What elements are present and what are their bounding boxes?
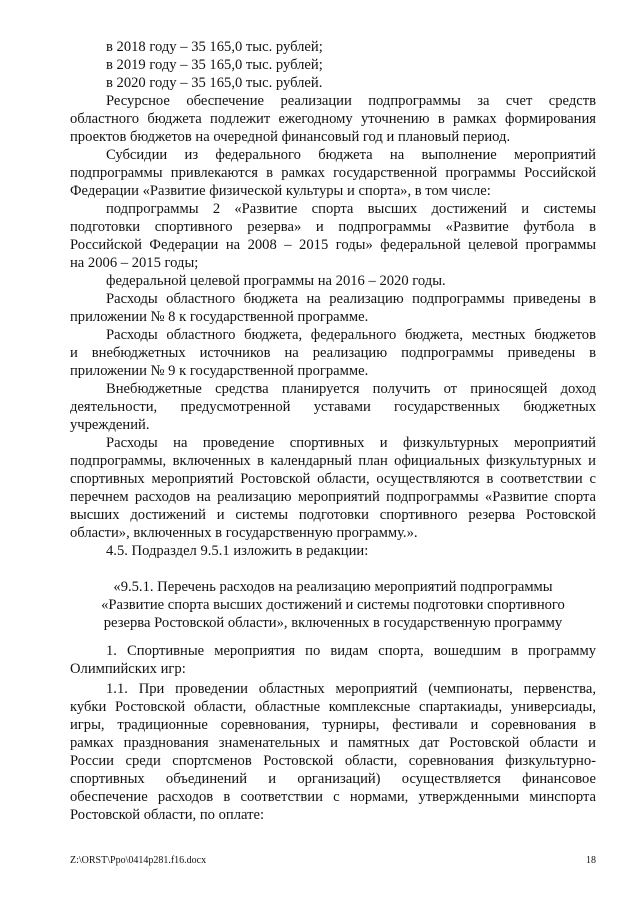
text-line: рамках празднования знаменательных и памятных дат Ростовской области и <box>70 735 596 751</box>
text-line: приложении № 8 к государственной программе. <box>70 309 369 325</box>
text-line: высших достижений и системы подготовки спортивного резерва Ростовской <box>70 507 596 523</box>
text-line: подготовки спортивного резерва» и подпрограммы «Развитие футбола в <box>70 219 596 235</box>
text-line: перечнем расходов на реализацию мероприятий подпрограммы «Развитие спорта <box>70 489 596 505</box>
text-line: Российской Федерации на 2008 – 2015 годы» федеральной целевой программы <box>70 237 596 253</box>
section-heading-line: «9.5.1. Перечень расходов на реализацию мероприятий подпрограммы <box>113 579 553 595</box>
text-line: подпрограммы привлекаются в рамках государственной программы Российской <box>70 165 596 181</box>
text-line: учреждений. <box>70 417 150 433</box>
text-line: Расходы областного бюджета на реализацию подпрограммы приведены в <box>106 291 596 307</box>
text-line: проектов бюджетов на очередной финансовый год и плановый период. <box>70 129 511 145</box>
text-line: Расходы областного бюджета, федерального бюджета, местных бюджетов <box>106 327 596 343</box>
text-line: подпрограммы, включенных в календарный план официальных физкультурных и <box>70 453 596 469</box>
text-line: России среди спортсменов Ростовской области, соревнования физкультурно- <box>70 753 596 769</box>
footer-file-path: Z:\ORST\Ppo\0414p281.f16.docx <box>70 855 207 866</box>
text-line: области», включенных в государственную программу.». <box>70 525 418 541</box>
text-line: и внебюджетных источников на реализацию подпрограммы приведены в <box>70 345 596 361</box>
text-line: Расходы на проведение спортивных и физкультурных мероприятий <box>106 435 596 451</box>
text-line: спортивных объединений и организаций) осуществляется финансовое <box>70 771 596 787</box>
text-line: 1. Спортивные мероприятия по видам спорта, вошедшим в программу <box>106 643 596 659</box>
text-line: областного бюджета подлежит ежегодному уточнению в рамках формирования <box>70 111 596 127</box>
section-heading-line: резерва Ростовской области», включенных в государственную программу <box>103 615 563 631</box>
text-line: Ростовской области, по оплате: <box>70 807 264 823</box>
text-line: 1.1. При проведении областных мероприятий (чемпионаты, первенства, <box>106 681 596 697</box>
section-heading-line: «Развитие спорта высших достижений и системы подготовки спортивного <box>101 597 565 613</box>
text-line: деятельности, предусмотренной уставами государственных бюджетных <box>70 399 596 415</box>
text-line: обеспечение расходов в соответствии с нормами, утвержденными минспорта <box>70 789 596 805</box>
text-line: в 2019 году – 35 165,0 тыс. рублей; <box>106 57 323 73</box>
text-line: Олимпийских игр: <box>70 661 186 677</box>
text-line: Субсидии из федерального бюджета на выполнение мероприятий <box>106 147 596 163</box>
text-line: игры, традиционные соревнования, турниры, фестивали и соревнования в <box>70 717 596 733</box>
text-line: Внебюджетные средства планируется получить от приносящей доход <box>106 381 596 397</box>
text-line: в 2020 году – 35 165,0 тыс. рублей. <box>106 75 323 91</box>
text-line: Ресурсное обеспечение реализации подпрограммы за счет средств <box>106 93 596 109</box>
text-line: федеральной целевой программы на 2016 – 2020 годы. <box>106 273 446 289</box>
page-number: 18 <box>586 855 596 866</box>
text-line: приложении № 9 к государственной программе. <box>70 363 369 379</box>
text-line: кубки Ростовской области, областные комплексные спартакиады, универсиады, <box>70 699 596 715</box>
text-line: на 2006 – 2015 годы; <box>70 255 199 271</box>
text-line: в 2018 году – 35 165,0 тыс. рублей; <box>106 39 323 55</box>
text-line: спортивных мероприятий Ростовской области, осуществляются в соответствии с <box>70 471 596 487</box>
text-line: подпрограммы 2 «Развитие спорта высших достижений и системы <box>106 201 596 217</box>
text-line: Федерации «Развитие физической культуры и спорта», в том числе: <box>70 183 491 199</box>
section-instruction: 4.5. Подраздел 9.5.1 изложить в редакции: <box>106 543 369 559</box>
